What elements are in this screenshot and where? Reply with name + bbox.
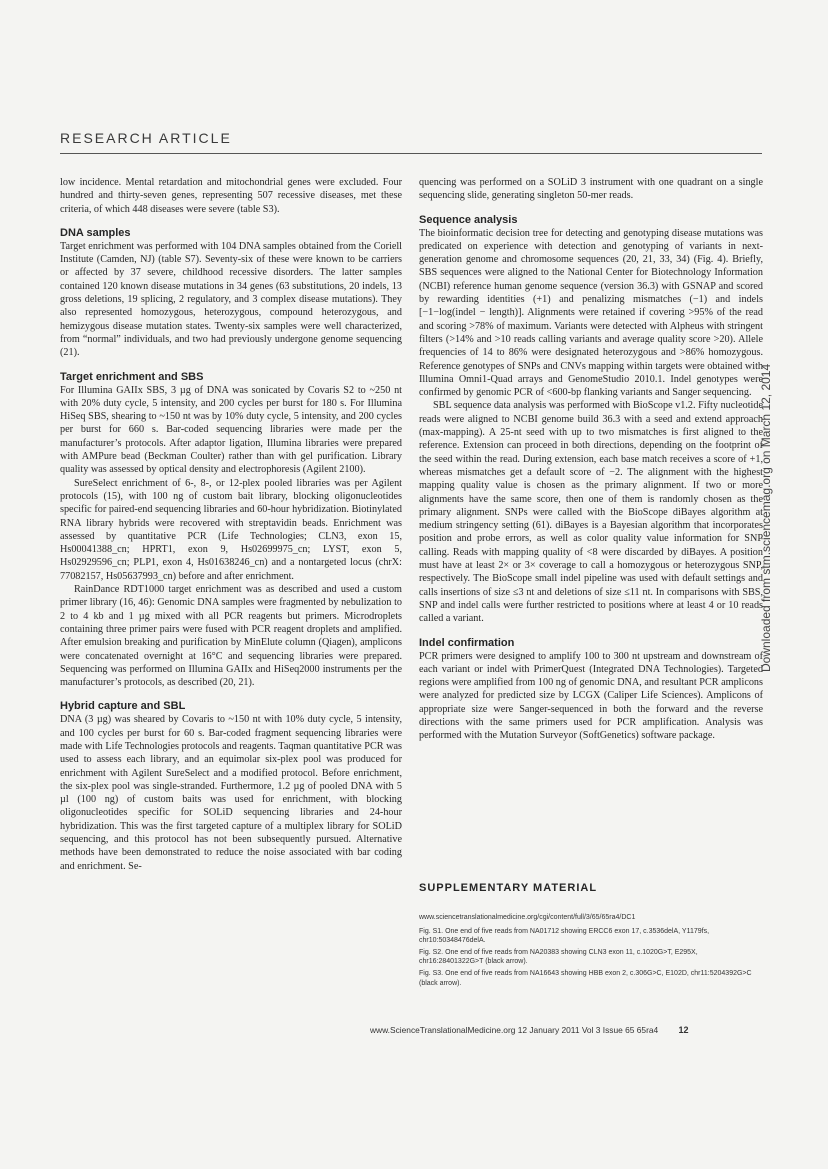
target-paragraph-1: For Illumina GAIIx SBS, 3 µg of DNA was sonicated by Covaris S2 to ~250 nt with 20% duty cycle, 5 intensity, and 200 cycles per burst for 180 s. For Illumina HiSeq SBS, shearing to ~150 nt was by 10% duty cycle, 5 intensity, and 200 cycles per burst for 660 s. Bar-coded sequencing libraries were made per the manufacturer’s protocols. After adaptor ligation, Illumina libraries were prepared with AMPure bead (Beckman Coulter) rather than with gel purification. Library quality was assessed by optical density and electrophoresis (Agilent 2100). — [60, 384, 402, 476]
heading-hybrid-capture: Hybrid capture and SBL — [60, 700, 186, 713]
indel-paragraph: PCR primers were designed to amplify 100 to 300 nt upstream and downstream of each variant or indel with PrimerQuest (Integrated DNA Technologies). Targeted regions were amplified from 100 ng of genomic DNA, and resultant PCR amplicons were analyzed for predicted size by LCGX (Caliper Life Sciences). Amplicons of appropriate size were Sanger-sequenced in both the forward and the reverse directions with the same primers used for PCR amplification. Analysis was performed with the Mutation Surveyor (SoftGenetics) software package. — [419, 650, 763, 742]
left-column — [60, 176, 402, 873]
target-paragraph-2: SureSelect enrichment of 6-, 8-, or 12-plex pooled libraries was per Agilent protocols (15), with 100 ng of custom bait library, blocking oligonucleotides specific for paired-end sequencing libraries and 60-hour hybridization. Biotinylated RNA library hybrids were recovered with streptavidin beads. Enrichment was assessed by quantitative PCR (Life Technologies; CLN3, exon 15, Hs00041388_cn; HPRT1, exon 9, Hs02699975_cn; LYST, exon 5, Hs02929596_cn; PLP1, exon 4, Hs01638246_cn) and a nontargeted locus (chrX: 77082157, Hs05637993_cn) before and after enrichment. — [60, 477, 402, 582]
page-number: 12 — [678, 1025, 689, 1035]
target-paragraph-3: RainDance RDT1000 target enrichment was as described and used a custom primer library (16, 46): Genomic DNA samples were fragmented by nebulization to 2 to 4 kb and 1 µg mixed with all PCR reagents but primers. Microdroplets containing three primer pairs were fused with PCR reagent droplets and amplified. After emulsion breaking and purification by MinElute column (Qiagen), amplicons were concatenated overnight at 16°C and sequencing libraries were prepared. Sequencing was performed on Illumina GAIIx and HiSeq2000 instruments per the manufacturer’s protocols, as described (20, 21). — [60, 584, 402, 689]
sequence-paragraph-1: The bioinformatic decision tree for detecting and genotyping disease mutations was predicated on experience with detection and genotyping of variants in next-generation genome and chromosome sequences (20, 21, 33, 34) (Fig. 4). Briefly, SBS sequences were aligned to the National Center for Biotechnology Information (NCBI) reference human genome sequence (version 36.3) with GSNAP and scored by rewarding identities (+1) and penalizing mismatches (−1) and indels [−1−log(indel − length)]. Alignments were retained if covering >95% of the read and scoring >78% of maximum. Variants were detected with Alpheus with stringent filters (>14% and >10 reads calling variants and average quality score >20). Allele frequencies of 14 to 86% were designated heterozygous and >86% homozygous. Reference genotypes of SNPs and CNVs mapping within targets were obtained with Illumina Omni1-Quad arrays and GenomeStudio 2010.1. Indel genotypes were confirmed by genomic PCR of <600-bp flanking variants and Sanger sequencing. — [419, 227, 763, 399]
supplementary-fig-s2: Fig. S2. One end of five reads from NA20383 showing CLN3 exon 11, c.1020G>T, E295X, chr16:28401322G>T (black arrow). — [419, 948, 698, 966]
page-footer — [370, 1025, 765, 1035]
footer-citation: www.ScienceTranslationalMedicine.org 12 January 2011 Vol 3 Issue 65 65ra4 — [370, 1025, 659, 1035]
right-column — [419, 176, 763, 743]
section-label: RESEARCH ARTICLE — [60, 130, 232, 146]
download-watermark: Downloaded from stm.sciencemag.org on March 12, 2014 — [759, 363, 773, 672]
supplementary-link[interactable]: www.sciencetranslationalmedicine.org/cgi/content/full/3/65/65ra4/DC1 — [419, 914, 636, 921]
heading-sequence-analysis: Sequence analysis — [419, 213, 518, 226]
supplementary-fig-s3: Fig. S3. One end of five reads from NA16643 showing HBB exon 2, c.306G>C, E102D, chr11:5204392G>C (black arrow). — [419, 969, 752, 987]
heading-indel-confirmation: Indel confirmation — [419, 636, 515, 649]
supplementary-title: SUPPLEMENTARY MATERIAL — [419, 882, 598, 894]
heading-target-enrichment: Target enrichment and SBS — [60, 370, 204, 383]
continued-paragraph: quencing was performed on a SOLiD 3 instrument with one quadrant on a single sequencing slide, generating singleton 50-mer reads. — [419, 177, 763, 202]
sequence-paragraph-2: SBL sequence data analysis was performed with BioScope v1.2. Fifty nucleotide reads were aligned to NCBI genome build 36.3 with a seed and extend approach (max-mapping). A 25-nt seed with up to two mismatches is first aligned to the reference. Extension can proceed in both directions, depending on the footprint of the seed within the read. During extension, each base match receives a score of +1, whereas mismatches get a default score of −2. The alignment with the highest mapping quality value is chosen as the primary alignment. If two or more alignments have the same score, then one of them is randomly chosen as the primary alignment. SNPs were called with the BioScope diBayes algorithm at medium stringency setting (61). diBayes is a Bayesian algorithm that incorporates position and probe errors, as well as color quality value information for SNP calling. Reads with mapping quality of <8 were discarded by diBayes. A position must have at least 2× or 3× coverage to call a homozygous or heterozygous SNP, respectively. The BioScope small indel pipeline was used with default settings and calls insertions of size ≤3 nt and deletions of size ≤11 nt. In comparisons with SBS, SNP and indel calls were further restricted to positions where at least 4 or 10 reads called a variant. — [419, 400, 763, 625]
supplementary-material — [419, 882, 763, 990]
hybrid-paragraph: DNA (3 µg) was sheared by Covaris to ~150 nt with 10% duty cycle, 5 intensity, and 100 cycles per burst for 60 s. Bar-coded fragment sequencing libraries were made with Life Technologies protocols and reagents. Taqman quantitative PCR was used to assess each library, and an equimolar six-plex pool was produced for enrichment with Agilent SureSelect and a modified protocol. Before enrichment, the six-plex pool was single-stranded. Furthermore, 1.2 µg of pooled DNA with 5 µl (100 ng) of custom baits was used for enrichment, with blocking oligonucleotides specific for SOLiD sequencing libraries and 24-hour hybridization. This was the first targeted capture of a multiplex library for SOLiD sequencing, and this protocol has not been subsequently pursued. Alternative methods have been demonstrated to reduce the noise associated with bar coding and enrichment. Se- — [60, 714, 402, 872]
supplementary-fig-s1: Fig. S1. One end of five reads from NA01712 showing ERCC6 exon 17, c.3536delA, Y1179fs, chr10:50348476delA. — [419, 927, 710, 945]
intro-paragraph: low incidence. Mental retardation and mitochondrial genes were excluded. Four hundred and thirty-seven genes, representing 507 recessive diseases, met these criteria, of which 448 diseases were severe (table S3). — [60, 177, 402, 215]
dna-samples-paragraph: Target enrichment was performed with 104 DNA samples obtained from the Coriell Institute (Camden, NJ) (table S7). Seventy-six of these were known to be carriers or affected by 37 severe, childhood recessive disorders. The latter samples contained 120 known disease mutations in 34 genes (63 substitutions, 20 indels, 13 gross deletions, 19 splicing, 2 regulatory, and 3 complex disease mutations). They also represented homozygous, heterozygous, compound heterozygous, and hemizygous disease mutation states. Twenty-six samples were well characterized, from “normal” individuals, and two had previously undergone genome sequencing (21). — [60, 240, 402, 359]
heading-dna-samples: DNA samples — [60, 226, 131, 239]
header-rule — [60, 153, 762, 154]
